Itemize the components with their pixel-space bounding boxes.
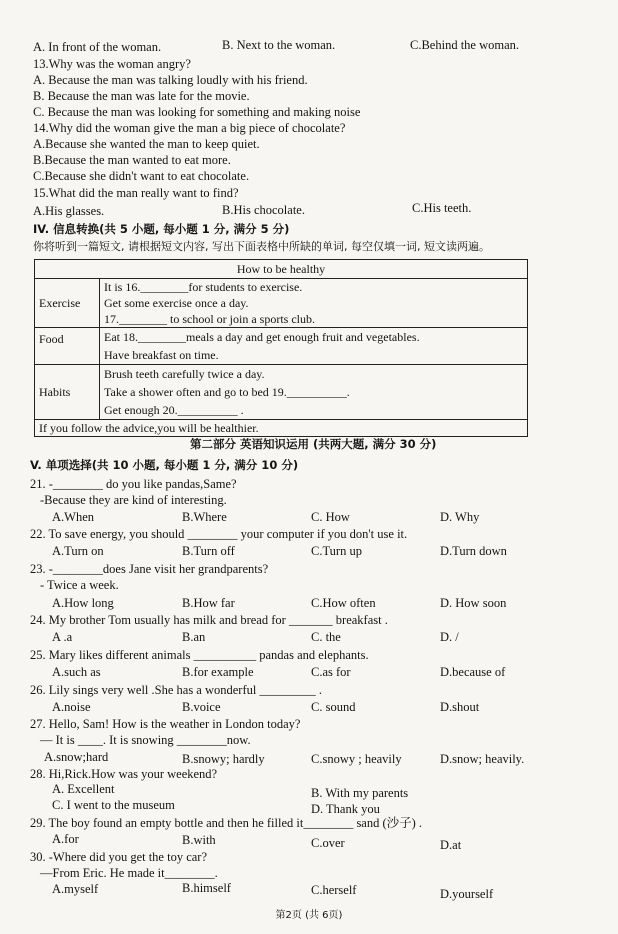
part-2-heading: 第二部分 英语知识运用 (共两大题, 满分 30 分) [190, 437, 437, 451]
q12-option-a: A. In front of the woman. [33, 40, 162, 54]
q25-stem: 25. Mary likes different animals __________ pandas and elephants. [30, 648, 369, 662]
q27-option-c: C.snowy ; heavily [311, 752, 402, 766]
q24-option-b: B.an [182, 630, 206, 644]
q27-option-a: A.snow;hard [44, 750, 109, 764]
q28-option-c: C. I went to the museum [52, 798, 175, 812]
q30-option-d: D.yourself [440, 887, 494, 901]
q25-option-c: C.as for [311, 665, 351, 679]
q27-option-b: B.snowy; hardly [182, 752, 265, 766]
q25-option-b: B.for example [182, 665, 254, 679]
q21-option-b: B.Where [182, 510, 227, 524]
q30-option-b: B.himself [182, 881, 231, 895]
q29-option-b: B.with [182, 833, 216, 847]
q13-option-c: C. Because the man was looking for something and making noise [33, 105, 361, 119]
q28-option-b: B. With my parents [311, 786, 409, 800]
q25-option-d: D.because of [440, 665, 506, 679]
q14-option-a: A.Because she wanted the man to keep quiet. [33, 137, 260, 151]
q26-option-a: A.noise [52, 700, 91, 714]
q21-option-d: D. Why [440, 510, 480, 524]
q30-reply: —From Eric. He made it________. [40, 866, 218, 880]
q15-option-c: C.His teeth. [412, 201, 472, 215]
q30-option-a: A.myself [52, 882, 99, 896]
table-cell-food [100, 328, 528, 365]
table-line: Get some exercise once a day. [104, 296, 249, 310]
table-category-habits: Habits [35, 365, 100, 420]
table-line: Eat 18.________meals a day and get enough fruit and vegetables. [104, 330, 420, 344]
q24-option-d: D. / [440, 630, 459, 644]
table-cell-habits [100, 365, 528, 420]
q15-question: 15.What did the man really want to find? [33, 186, 239, 200]
q22-option-d: D.Turn down [440, 544, 507, 558]
q23-reply: - Twice a week. [40, 578, 119, 592]
section-4-instruction: 你将听到一篇短文, 请根据短文内容, 写出下面表格中所缺的单词, 每空仅填一词, 短文读两遍。 [33, 240, 490, 253]
q22-option-a: A.Turn on [52, 544, 104, 558]
q26-stem: 26. Lily sings very well .She has a wonderful _________ . [30, 683, 322, 697]
q15-option-b: B.His chocolate. [222, 203, 305, 217]
q26-option-b: B.voice [182, 700, 221, 714]
q22-option-b: B.Turn off [182, 544, 235, 558]
table-line: Take a shower often and go to bed 19.__________. [104, 385, 350, 399]
table-line: It is 16.________for students to exercise. [104, 280, 303, 294]
q29-stem: 29. The boy found an empty bottle and then he filled it________ sand (沙子) . [30, 816, 423, 830]
q28-stem: 28. Hi,Rick.How was your weekend? [30, 767, 218, 781]
q27-stem: 27. Hello, Sam! How is the weather in London today? [30, 717, 301, 731]
q14-option-c: C.Because she didn't want to eat chocolate. [33, 169, 250, 183]
q14-question: 14.Why did the woman give the man a big piece of chocolate? [33, 121, 346, 135]
q29-option-a: A.for [52, 832, 79, 846]
q28-option-d: D. Thank you [311, 802, 380, 816]
section-5-heading: V. 单项选择(共 10 小题, 每小题 1 分, 满分 10 分) [30, 458, 299, 472]
q26-option-d: D.shout [440, 700, 480, 714]
q21-option-c: C. How [311, 510, 350, 524]
q23-stem: 23. -________does Jane visit her grandparents? [30, 562, 269, 576]
q26-option-c: C. sound [311, 700, 356, 714]
q21-reply: -Because they are kind of interesting. [40, 493, 227, 507]
q22-option-c: C.Turn up [311, 544, 362, 558]
table-category-food: Food [35, 328, 100, 365]
q21-option-a: A.When [52, 510, 94, 524]
q23-option-c: C.How often [311, 596, 376, 610]
q21-stem: 21. -________ do you like pandas,Same? [30, 477, 237, 491]
q15-option-a: A.His glasses. [33, 204, 105, 218]
q29-option-d: D.at [440, 838, 462, 852]
q22-stem: 22. To save energy, you should ________ your computer if you don't use it. [30, 527, 408, 541]
q30-stem: 30. -Where did you get the toy car? [30, 850, 208, 864]
q24-stem: 24. My brother Tom usually has milk and bread for _______ breakfast . [30, 613, 388, 627]
q27-option-d: D.snow; heavily. [440, 752, 525, 766]
table-title: How to be healthy [35, 260, 528, 279]
q13-question: 13.Why was the woman angry? [33, 57, 191, 71]
info-table [34, 259, 528, 437]
q25-option-a: A.such as [52, 665, 101, 679]
page-number: 第2页 (共 6页) [275, 910, 343, 921]
table-line: 17.________ to school or join a sports club. [104, 312, 315, 326]
q23-option-b: B.How far [182, 596, 235, 610]
q23-option-d: D. How soon [440, 596, 507, 610]
q24-option-c: C. the [311, 630, 341, 644]
q28-option-a: A. Excellent [52, 782, 115, 796]
q12-option-b: B. Next to the woman. [222, 38, 336, 52]
table-line: Brush teeth carefully twice a day. [104, 367, 265, 381]
section-4-heading: IV. 信息转换(共 5 小题, 每小题 1 分, 满分 5 分) [33, 222, 290, 236]
table-line: Have breakfast on time. [104, 348, 219, 362]
q30-option-c: C.herself [311, 883, 357, 897]
table-footer-row: If you follow the advice,you will be healthier. [35, 420, 528, 437]
q14-option-b: B.Because the man wanted to eat more. [33, 153, 231, 167]
table-cell-exercise [100, 279, 528, 328]
q24-option-a: A .a [52, 630, 73, 644]
q13-option-a: A. Because the man was talking loudly with his friend. [33, 73, 308, 87]
q29-option-c: C.over [311, 836, 345, 850]
q13-option-b: B. Because the man was late for the movie. [33, 89, 250, 103]
q27-reply: — It is ____. It is snowing ________now. [40, 733, 251, 747]
q12-option-c: C.Behind the woman. [410, 38, 520, 52]
q23-option-a: A.How long [52, 596, 114, 610]
table-line: Get enough 20.__________ . [104, 403, 244, 417]
table-category-exercise: Exercise [35, 279, 100, 328]
